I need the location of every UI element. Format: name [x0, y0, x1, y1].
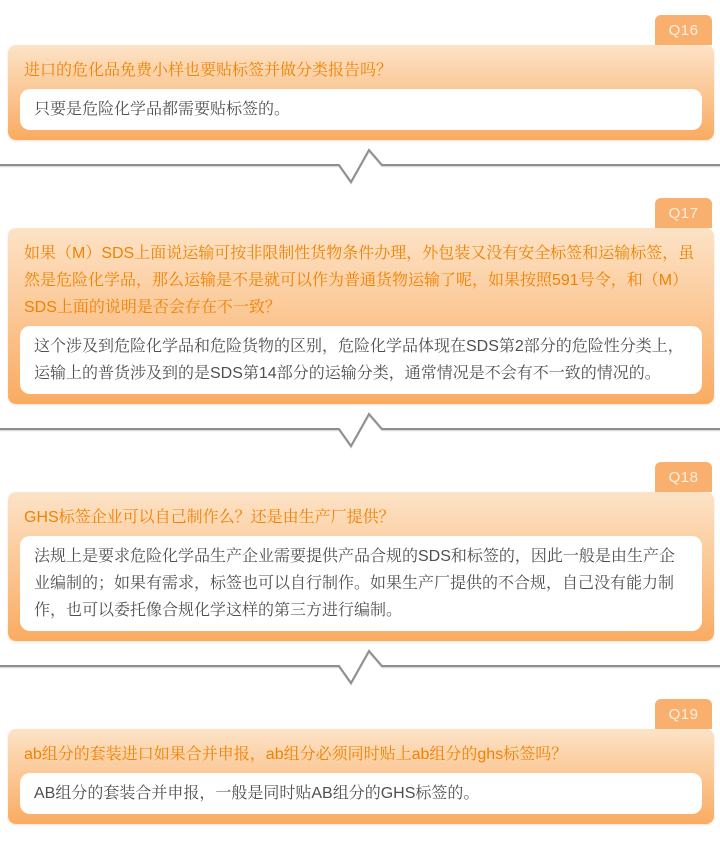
- question-number-tab: [655, 699, 712, 729]
- tab-row: [0, 15, 720, 45]
- qa-card: [8, 228, 714, 404]
- pulse-divider-icon: [0, 140, 720, 198]
- question-text: 如果（M）SDS上面说运输可按非限制性货物条件办理，外包装又没有安全标签和运输标签，虽然是危险化学品，那么运输是不是就可以作为普通货物运输了呢，如果按照591号令，和（M）SDS上面的说明是否会存在不一致？: [24, 245, 695, 316]
- qa-card: [8, 729, 714, 824]
- answer-box: [20, 89, 702, 130]
- answer-box: [20, 773, 702, 814]
- answer-text: 只要是危险化学品都需要贴标签的。: [34, 101, 291, 118]
- tab-row: [0, 699, 720, 729]
- section-divider: [0, 404, 720, 462]
- pulse-divider-icon: [0, 641, 720, 699]
- section-divider: [0, 641, 720, 699]
- question-number-tab: [655, 198, 712, 228]
- tab-row: [0, 198, 720, 228]
- faq-item: [0, 140, 720, 404]
- question-number-label: Q18: [668, 468, 699, 486]
- answer-box: [20, 326, 702, 394]
- answer-text: AB组分的套装合并申报，一般是同时贴AB组分的GHS标签的。: [34, 785, 480, 802]
- answer-text: 法规上是要求危险化学品生产企业需要提供产品合规的SDS和标签的，因此一般是由生产企业编制的；如果有需求，标签也可以自行制作。如果生产厂提供的不合规，自己没有能力制作，也可以委托像合规化学这样的第三方进行编制。: [34, 548, 675, 619]
- question-number-tab: [655, 462, 712, 492]
- question-number-label: Q16: [668, 21, 699, 39]
- question-text: GHS标签企业可以自己制作么？还是由生产厂提供？: [24, 509, 395, 526]
- faq-item: [0, 641, 720, 824]
- pulse-divider-icon: [0, 404, 720, 462]
- qa-card: [8, 45, 714, 140]
- answer-box: [20, 536, 702, 631]
- question-number-label: Q17: [668, 204, 699, 222]
- faq-list: [0, 15, 720, 824]
- question-number-tab: [655, 15, 712, 45]
- faq-item: [0, 404, 720, 641]
- question-text: 进口的危化品免费小样也要贴标签并做分类报告吗？: [24, 62, 393, 79]
- question-number-label: Q19: [668, 705, 699, 723]
- qa-card: [8, 492, 714, 641]
- question-text: ab组分的套装进口如果合并申报，ab组分必须同时贴上ab组分的ghs标签吗？: [24, 746, 568, 763]
- faq-item: [0, 15, 720, 140]
- answer-text: 这个涉及到危险化学品和危险货物的区别，危险化学品体现在SDS第2部分的危险性分类上，运输上的普货涉及到的是SDS第14部分的运输分类，通常情况是不会有不一致的情况的。: [34, 338, 684, 382]
- section-divider: [0, 140, 720, 198]
- tab-row: [0, 462, 720, 492]
